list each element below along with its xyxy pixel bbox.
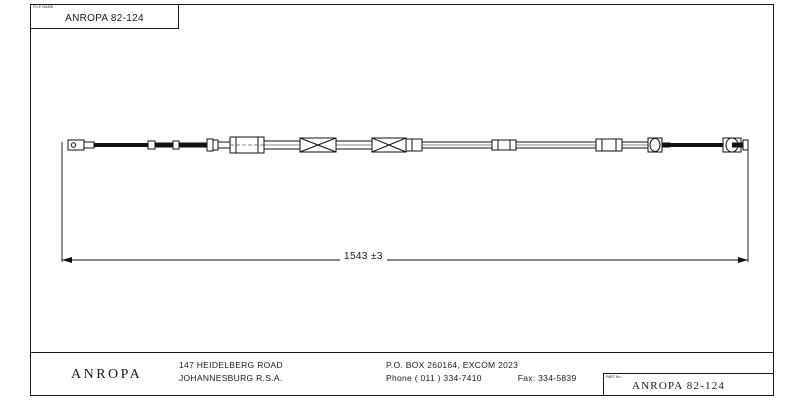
overall-length-dimension <box>60 140 750 270</box>
part-number-value: ANROPA 82-124 <box>632 380 726 392</box>
arrow-left <box>62 257 72 263</box>
part-number-caption: PART No. <box>606 375 622 379</box>
contact-po-box: P.O. BOX 260164, EXCOM 2023 <box>386 360 519 370</box>
company-contact <box>386 359 576 385</box>
file-name-value: ANROPA 82-124 <box>65 13 144 24</box>
company-name: ANROPA <box>71 367 143 382</box>
arrow-right <box>738 257 748 263</box>
contact-phone: Phone ( 011 ) 334-7410 <box>386 373 482 383</box>
address-line-2: JOHANNESBURG R.S.A. <box>179 373 283 383</box>
file-name-box <box>31 5 179 29</box>
contact-fax: Fax: 334-5839 <box>517 373 577 383</box>
file-name-caption: FILE NAME <box>33 5 54 9</box>
part-number-box <box>603 373 773 396</box>
title-block <box>31 352 773 395</box>
company-address <box>179 359 283 385</box>
address-line-1: 147 HEIDELBERG ROAD <box>179 360 283 370</box>
dimension-label: 1543 ±3 <box>340 251 387 262</box>
